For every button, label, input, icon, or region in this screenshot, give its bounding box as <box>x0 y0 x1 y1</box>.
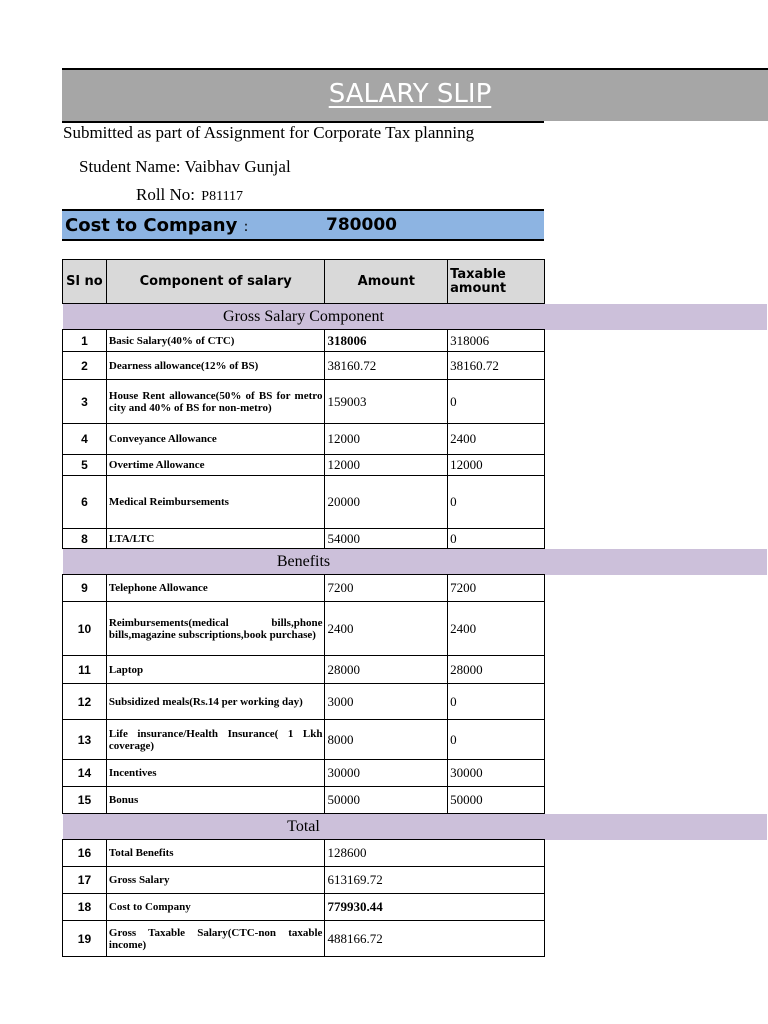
taxable-cell: 50000 <box>448 787 545 814</box>
table-row <box>63 720 768 760</box>
table-row <box>63 380 768 424</box>
assignment-line: Submitted as part of Assignment for Corporate Tax planning <box>63 123 475 142</box>
page-title: SALARY SLIP <box>328 79 492 109</box>
row-spacer <box>544 840 767 867</box>
sl-cell: 12 <box>63 684 107 720</box>
table-row <box>63 867 768 894</box>
amount-cell: 2400 <box>325 602 448 656</box>
taxable-cell: 30000 <box>448 760 545 787</box>
component-cell: Conveyance Allowance <box>106 424 325 455</box>
table-row <box>63 760 768 787</box>
table-row <box>63 455 768 476</box>
component-cell: Medical Reimbursements <box>106 476 325 529</box>
salary-table <box>62 259 768 957</box>
section-gross-row <box>63 304 768 330</box>
table-row <box>63 424 768 455</box>
section-heading-total: Total <box>63 814 545 840</box>
table-header-row <box>63 260 768 304</box>
sl-cell: 6 <box>63 476 107 529</box>
row-spacer <box>544 760 767 787</box>
amount-cell: 50000 <box>325 787 448 814</box>
amount-cell: 3000 <box>325 684 448 720</box>
taxable-cell: 2400 <box>448 602 545 656</box>
component-cell: Reimbursements(medical bills,phone bills,magazine subscriptions,book purchase) <box>106 602 325 656</box>
row-spacer <box>544 424 767 455</box>
amount-cell: 20000 <box>325 476 448 529</box>
title-banner <box>62 68 768 121</box>
component-cell: Bonus <box>106 787 325 814</box>
sl-cell: 8 <box>63 529 107 549</box>
sl-cell: 15 <box>63 787 107 814</box>
component-cell: Life insurance/Health Insurance( 1 Lkh coverage) <box>106 720 325 760</box>
amount-cell: 30000 <box>325 760 448 787</box>
amount-cell: 318006 <box>325 330 448 352</box>
ctc-colon: : <box>243 219 249 235</box>
table-row <box>63 787 768 814</box>
amount-cell: 128600 <box>325 840 545 867</box>
row-spacer <box>544 455 767 476</box>
taxable-cell: 0 <box>448 476 545 529</box>
ctc-bar <box>62 209 544 241</box>
component-cell: Total Benefits <box>106 840 325 867</box>
taxable-cell: 0 <box>448 720 545 760</box>
roll-label: Roll No: <box>136 185 196 204</box>
section-total-row <box>63 814 768 840</box>
header-taxable-amount: Taxable amount <box>448 260 545 304</box>
table-row <box>63 352 768 380</box>
sl-cell: 2 <box>63 352 107 380</box>
header-component: Component of salary <box>106 260 325 304</box>
section-heading-benefits: Benefits <box>63 549 545 575</box>
table-row <box>63 684 768 720</box>
table-row <box>63 602 768 656</box>
header-spacer <box>544 260 767 304</box>
row-spacer <box>544 720 767 760</box>
row-spacer <box>544 684 767 720</box>
sl-cell: 3 <box>63 380 107 424</box>
amount-cell: 613169.72 <box>325 867 545 894</box>
section-heading-gross: Gross Salary Component <box>63 304 545 330</box>
section-band <box>544 814 767 840</box>
sl-cell: 5 <box>63 455 107 476</box>
table-row <box>63 575 768 602</box>
component-cell: Telephone Allowance <box>106 575 325 602</box>
table-row <box>63 840 768 867</box>
sl-cell: 16 <box>63 840 107 867</box>
component-cell: Laptop <box>106 656 325 684</box>
sl-cell: 4 <box>63 424 107 455</box>
student-name-line: Student Name: Vaibhav Gunjal <box>79 157 291 176</box>
roll-number-line <box>136 185 243 205</box>
ctc-label-group <box>65 215 248 236</box>
section-band <box>544 549 767 575</box>
taxable-cell: 28000 <box>448 656 545 684</box>
row-spacer <box>544 575 767 602</box>
table-row <box>63 921 768 957</box>
component-cell: Gross Taxable Salary(CTC-non taxable income) <box>106 921 325 957</box>
row-spacer <box>544 529 767 549</box>
sl-cell: 19 <box>63 921 107 957</box>
ctc-label: Cost to Company <box>65 215 238 236</box>
amount-cell: 779930.44 <box>325 894 545 921</box>
table-row <box>63 894 768 921</box>
taxable-cell: 0 <box>448 380 545 424</box>
row-spacer <box>544 867 767 894</box>
taxable-cell: 7200 <box>448 575 545 602</box>
amount-cell: 7200 <box>325 575 448 602</box>
ctc-value: 780000 <box>326 215 397 235</box>
amount-cell: 12000 <box>325 455 448 476</box>
row-spacer <box>544 330 767 352</box>
component-cell: Incentives <box>106 760 325 787</box>
row-spacer <box>544 921 767 957</box>
sl-cell: 14 <box>63 760 107 787</box>
section-band <box>544 304 767 330</box>
table-row <box>63 529 768 549</box>
sl-cell: 10 <box>63 602 107 656</box>
row-spacer <box>544 602 767 656</box>
taxable-cell: 12000 <box>448 455 545 476</box>
sl-cell: 11 <box>63 656 107 684</box>
table-row <box>63 476 768 529</box>
sl-cell: 13 <box>63 720 107 760</box>
row-spacer <box>544 787 767 814</box>
taxable-cell: 2400 <box>448 424 545 455</box>
header-amount: Amount <box>325 260 448 304</box>
amount-cell: 488166.72 <box>325 921 545 957</box>
component-cell: LTA/LTC <box>106 529 325 549</box>
amount-cell: 8000 <box>325 720 448 760</box>
component-cell: House Rent allowance(50% of BS for metro city and 40% of BS for non-metro) <box>106 380 325 424</box>
amount-cell: 28000 <box>325 656 448 684</box>
row-spacer <box>544 656 767 684</box>
sl-cell: 1 <box>63 330 107 352</box>
component-cell: Overtime Allowance <box>106 455 325 476</box>
component-cell: Cost to Company <box>106 894 325 921</box>
header-sl-no: Sl no <box>63 260 107 304</box>
table-row <box>63 656 768 684</box>
amount-cell: 12000 <box>325 424 448 455</box>
roll-value: P81117 <box>201 189 244 204</box>
section-benefits-row <box>63 549 768 575</box>
row-spacer <box>544 476 767 529</box>
amount-cell: 54000 <box>325 529 448 549</box>
component-cell: Gross Salary <box>106 867 325 894</box>
row-spacer <box>544 894 767 921</box>
component-cell: Subsidized meals(Rs.14 per working day) <box>106 684 325 720</box>
sl-cell: 17 <box>63 867 107 894</box>
taxable-cell: 38160.72 <box>448 352 545 380</box>
taxable-cell: 0 <box>448 684 545 720</box>
amount-cell: 38160.72 <box>325 352 448 380</box>
amount-cell: 159003 <box>325 380 448 424</box>
component-cell: Dearness allowance(12% of BS) <box>106 352 325 380</box>
component-cell: Basic Salary(40% of CTC) <box>106 330 325 352</box>
taxable-cell: 0 <box>448 529 545 549</box>
taxable-cell: 318006 <box>448 330 545 352</box>
table-row <box>63 330 768 352</box>
row-spacer <box>544 352 767 380</box>
sl-cell: 18 <box>63 894 107 921</box>
row-spacer <box>544 380 767 424</box>
sl-cell: 9 <box>63 575 107 602</box>
